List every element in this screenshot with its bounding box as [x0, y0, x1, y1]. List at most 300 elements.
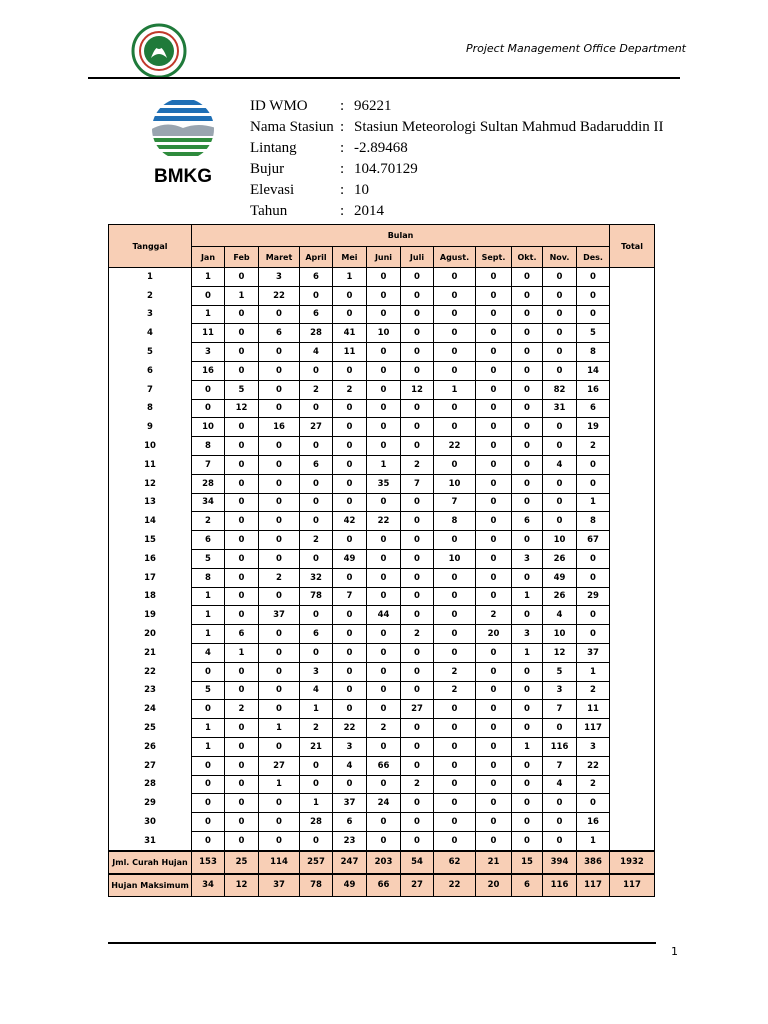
company-logo [124, 22, 194, 80]
info-label: Tahun [250, 203, 288, 219]
rain-cell: 22 [367, 512, 401, 531]
rain-cell: 7 [401, 474, 434, 493]
rain-cell: 0 [333, 700, 367, 719]
rain-cell: 0 [367, 399, 401, 418]
rain-cell: 1 [577, 662, 610, 681]
rain-cell: 0 [512, 437, 543, 456]
info-value: 2014 [354, 203, 384, 219]
rain-cell: 0 [476, 286, 512, 305]
footer-rule [108, 942, 656, 944]
total-cell [610, 568, 655, 587]
rain-cell: 0 [512, 681, 543, 700]
table-row [109, 437, 655, 456]
rain-cell: 0 [333, 399, 367, 418]
rain-cell: 2 [300, 380, 333, 399]
summary-label: Jml. Curah Hujan [109, 851, 192, 874]
rain-cell: 0 [225, 531, 259, 550]
rain-cell: 0 [401, 756, 434, 775]
rain-cell: 4 [300, 343, 333, 362]
rain-cell: 0 [401, 549, 434, 568]
rain-cell: 0 [476, 455, 512, 474]
rain-cell: 0 [543, 343, 577, 362]
header-month: Maret [259, 247, 300, 268]
header-month: Feb [225, 247, 259, 268]
rainfall-table [108, 224, 655, 897]
total-cell [610, 700, 655, 719]
day-cell: 7 [109, 380, 192, 399]
rain-cell: 0 [192, 813, 225, 832]
rain-cell: 0 [192, 286, 225, 305]
total-cell [610, 361, 655, 380]
summary-total: 1932 [610, 851, 655, 874]
table-row [109, 361, 655, 380]
station-row-latitude [250, 138, 664, 159]
rain-cell: 0 [300, 399, 333, 418]
rain-cell: 0 [259, 305, 300, 324]
rain-cell: 0 [225, 418, 259, 437]
rain-cell: 0 [367, 587, 401, 606]
summary-value: 21 [476, 851, 512, 874]
rain-cell: 8 [192, 437, 225, 456]
rain-cell: 3 [300, 662, 333, 681]
table-row [109, 681, 655, 700]
rain-cell: 0 [192, 831, 225, 850]
rain-cell: 0 [225, 813, 259, 832]
summary-value: 386 [577, 851, 610, 874]
rain-cell: 0 [401, 531, 434, 550]
rain-cell: 1 [225, 286, 259, 305]
summary-total: 117 [610, 874, 655, 897]
info-separator: : [340, 119, 345, 135]
rain-cell: 0 [577, 455, 610, 474]
rain-cell: 0 [300, 756, 333, 775]
summary-value: 25 [225, 851, 259, 874]
total-cell [610, 343, 655, 362]
total-cell [610, 662, 655, 681]
table-row [109, 587, 655, 606]
table-row [109, 455, 655, 474]
info-value: Stasiun Meteorologi Sultan Mahmud Badaruddin II [354, 119, 664, 135]
header-month: Mei [333, 247, 367, 268]
rain-cell: 0 [401, 361, 434, 380]
rain-cell: 10 [434, 549, 476, 568]
rain-cell: 0 [259, 662, 300, 681]
rain-cell: 0 [543, 361, 577, 380]
rain-cell: 0 [300, 549, 333, 568]
rain-cell: 24 [367, 794, 401, 813]
rain-cell: 0 [333, 775, 367, 794]
rain-cell: 5 [577, 324, 610, 343]
rain-cell: 5 [192, 681, 225, 700]
day-cell: 24 [109, 700, 192, 719]
rain-cell: 116 [543, 737, 577, 756]
rain-cell: 0 [333, 305, 367, 324]
total-cell [610, 474, 655, 493]
info-label: ID WMO [250, 98, 308, 114]
rain-cell: 0 [259, 587, 300, 606]
table-row [109, 737, 655, 756]
summary-value: 34 [192, 874, 225, 897]
rain-cell: 0 [512, 343, 543, 362]
rain-cell: 0 [259, 700, 300, 719]
rain-cell: 7 [434, 493, 476, 512]
rain-cell: 1 [192, 587, 225, 606]
info-separator: : [340, 98, 345, 114]
rain-cell: 0 [333, 437, 367, 456]
rain-cell: 11 [192, 324, 225, 343]
rain-cell: 6 [300, 268, 333, 287]
summary-value: 49 [333, 874, 367, 897]
rain-cell: 0 [259, 380, 300, 399]
table-row [109, 531, 655, 550]
rain-cell: 27 [259, 756, 300, 775]
rain-cell: 0 [512, 286, 543, 305]
rain-cell: 1 [300, 700, 333, 719]
rain-cell: 0 [333, 493, 367, 512]
header-month: April [300, 247, 333, 268]
rain-cell: 26 [543, 549, 577, 568]
rain-cell: 2 [401, 775, 434, 794]
header-month: Nov. [543, 247, 577, 268]
rain-cell: 0 [434, 268, 476, 287]
rain-cell: 0 [512, 700, 543, 719]
day-cell: 17 [109, 568, 192, 587]
rain-cell: 0 [259, 681, 300, 700]
rain-cell: 0 [300, 493, 333, 512]
rain-cell: 29 [577, 587, 610, 606]
rain-cell: 1 [192, 737, 225, 756]
rain-cell: 0 [512, 794, 543, 813]
rain-cell: 3 [543, 681, 577, 700]
rain-cell: 0 [192, 399, 225, 418]
rain-cell: 0 [434, 305, 476, 324]
rain-cell: 0 [259, 399, 300, 418]
rain-cell: 1 [259, 719, 300, 738]
rain-cell: 1 [192, 719, 225, 738]
rain-cell: 0 [512, 719, 543, 738]
total-cell [610, 719, 655, 738]
rain-cell: 66 [367, 756, 401, 775]
rain-cell: 27 [401, 700, 434, 719]
day-cell: 4 [109, 324, 192, 343]
rain-cell: 6 [300, 625, 333, 644]
rain-cell: 1 [333, 268, 367, 287]
table-row [109, 568, 655, 587]
rain-cell: 0 [543, 286, 577, 305]
rain-cell: 6 [259, 324, 300, 343]
rain-cell: 0 [401, 606, 434, 625]
rain-cell: 0 [225, 512, 259, 531]
rain-cell: 0 [225, 775, 259, 794]
rain-cell: 0 [225, 737, 259, 756]
rain-cell: 0 [225, 756, 259, 775]
header-month: Juni [367, 247, 401, 268]
table-row [109, 268, 655, 287]
rain-cell: 4 [543, 606, 577, 625]
station-row-name [250, 117, 664, 138]
rain-cell: 0 [434, 286, 476, 305]
rain-cell: 0 [259, 361, 300, 380]
total-cell [610, 831, 655, 850]
rain-cell: 0 [512, 418, 543, 437]
rain-cell: 6 [512, 512, 543, 531]
rain-cell: 0 [401, 831, 434, 850]
rain-cell: 0 [434, 343, 476, 362]
rain-cell: 0 [577, 474, 610, 493]
rain-cell: 0 [259, 794, 300, 813]
rain-cell: 10 [367, 324, 401, 343]
station-info [250, 96, 664, 222]
day-cell: 5 [109, 343, 192, 362]
rain-cell: 1 [512, 587, 543, 606]
rain-cell: 0 [512, 756, 543, 775]
rain-cell: 0 [367, 286, 401, 305]
rain-cell: 0 [476, 831, 512, 850]
rain-cell: 0 [512, 455, 543, 474]
rain-cell: 2 [259, 568, 300, 587]
total-cell [610, 437, 655, 456]
rain-cell: 1 [192, 305, 225, 324]
rain-cell: 0 [476, 700, 512, 719]
rain-cell: 12 [543, 643, 577, 662]
day-cell: 23 [109, 681, 192, 700]
rain-cell: 0 [476, 775, 512, 794]
info-label: Lintang [250, 140, 297, 156]
total-cell [610, 756, 655, 775]
rain-cell: 0 [434, 625, 476, 644]
header-month-group: Bulan [192, 225, 610, 247]
header-month: Juli [401, 247, 434, 268]
rain-cell: 0 [401, 418, 434, 437]
rain-cell: 0 [512, 775, 543, 794]
rain-cell: 0 [577, 625, 610, 644]
rain-cell: 0 [225, 437, 259, 456]
rain-cell: 3 [192, 343, 225, 362]
rain-cell: 1 [225, 643, 259, 662]
rain-cell: 0 [401, 437, 434, 456]
rain-cell: 0 [512, 606, 543, 625]
total-cell [610, 737, 655, 756]
rain-cell: 0 [367, 493, 401, 512]
day-cell: 2 [109, 286, 192, 305]
table-row [109, 474, 655, 493]
department-title: Project Management Office Department [465, 42, 686, 55]
rain-cell: 0 [577, 794, 610, 813]
rain-cell: 0 [225, 568, 259, 587]
info-value: 10 [354, 182, 369, 198]
rain-cell: 0 [367, 380, 401, 399]
rain-cell: 0 [543, 474, 577, 493]
rain-cell: 0 [434, 606, 476, 625]
table-row [109, 549, 655, 568]
rain-cell: 0 [476, 305, 512, 324]
rain-cell: 0 [476, 756, 512, 775]
day-cell: 14 [109, 512, 192, 531]
rain-cell: 0 [543, 268, 577, 287]
rain-cell: 44 [367, 606, 401, 625]
rain-cell: 0 [543, 794, 577, 813]
rain-cell: 0 [333, 606, 367, 625]
rain-cell: 3 [333, 737, 367, 756]
table-row [109, 831, 655, 850]
rain-cell: 3 [577, 737, 610, 756]
rain-cell: 2 [434, 681, 476, 700]
rain-cell: 8 [577, 512, 610, 531]
rain-cell: 0 [300, 831, 333, 850]
rain-cell: 2 [577, 437, 610, 456]
total-cell [610, 493, 655, 512]
rain-cell: 0 [434, 831, 476, 850]
day-cell: 22 [109, 662, 192, 681]
rain-cell: 6 [300, 305, 333, 324]
rain-cell: 0 [300, 437, 333, 456]
rain-cell: 117 [577, 719, 610, 738]
rain-cell: 78 [300, 587, 333, 606]
summary-label: Hujan Maksimum [109, 874, 192, 897]
rain-cell: 0 [333, 531, 367, 550]
rain-cell: 0 [476, 380, 512, 399]
station-row-year [250, 201, 664, 222]
rain-cell: 23 [333, 831, 367, 850]
info-value: 96221 [354, 98, 392, 114]
rain-cell: 0 [401, 568, 434, 587]
rain-cell: 0 [192, 794, 225, 813]
info-label: Bujur [250, 161, 285, 177]
day-cell: 18 [109, 587, 192, 606]
table-row [109, 719, 655, 738]
rain-cell: 0 [401, 512, 434, 531]
rain-cell: 0 [512, 399, 543, 418]
rain-cell: 0 [476, 813, 512, 832]
rain-cell: 0 [333, 662, 367, 681]
summary-value: 78 [300, 874, 333, 897]
rain-cell: 0 [225, 681, 259, 700]
summary-value: 66 [367, 874, 401, 897]
rain-cell: 42 [333, 512, 367, 531]
rain-cell: 0 [434, 756, 476, 775]
rain-cell: 0 [225, 606, 259, 625]
rain-cell: 0 [476, 324, 512, 343]
rain-cell: 11 [333, 343, 367, 362]
rain-cell: 0 [401, 343, 434, 362]
rain-cell: 0 [543, 305, 577, 324]
rain-cell: 0 [192, 775, 225, 794]
rain-cell: 6 [192, 531, 225, 550]
rain-cell: 0 [577, 286, 610, 305]
header-day: Tanggal [109, 225, 192, 268]
rain-cell: 0 [401, 794, 434, 813]
rain-cell: 0 [476, 681, 512, 700]
day-cell: 1 [109, 268, 192, 287]
rain-cell: 0 [512, 831, 543, 850]
rain-cell: 0 [259, 474, 300, 493]
rain-cell: 8 [577, 343, 610, 362]
rain-cell: 0 [259, 831, 300, 850]
header-month: Okt. [512, 247, 543, 268]
rain-cell: 0 [192, 700, 225, 719]
total-cell [610, 512, 655, 531]
rain-cell: 37 [577, 643, 610, 662]
total-cell [610, 587, 655, 606]
rain-cell: 0 [512, 531, 543, 550]
rain-cell: 0 [577, 549, 610, 568]
rain-cell: 8 [192, 568, 225, 587]
table-row [109, 286, 655, 305]
rain-cell: 0 [333, 418, 367, 437]
rain-cell: 22 [259, 286, 300, 305]
rain-cell: 0 [577, 305, 610, 324]
rain-cell: 7 [333, 587, 367, 606]
rain-cell: 37 [333, 794, 367, 813]
rain-cell: 12 [225, 399, 259, 418]
summary-value: 20 [476, 874, 512, 897]
total-cell [610, 549, 655, 568]
total-cell [610, 531, 655, 550]
rain-cell: 0 [225, 549, 259, 568]
rain-cell: 0 [225, 474, 259, 493]
rain-cell: 0 [225, 324, 259, 343]
rain-cell: 0 [367, 305, 401, 324]
rain-cell: 0 [401, 662, 434, 681]
rain-cell: 1 [577, 493, 610, 512]
bmkg-logo [146, 96, 220, 186]
total-cell [610, 625, 655, 644]
rain-cell: 0 [434, 719, 476, 738]
rain-cell: 0 [367, 568, 401, 587]
rain-cell: 0 [577, 568, 610, 587]
rain-cell: 2 [577, 681, 610, 700]
rain-cell: 19 [577, 418, 610, 437]
rain-cell: 2 [300, 719, 333, 738]
table-row [109, 399, 655, 418]
day-cell: 8 [109, 399, 192, 418]
rain-cell: 0 [367, 681, 401, 700]
day-cell: 28 [109, 775, 192, 794]
rain-cell: 0 [259, 625, 300, 644]
info-separator: : [340, 203, 345, 219]
rain-cell: 0 [225, 343, 259, 362]
rain-cell: 4 [192, 643, 225, 662]
day-cell: 27 [109, 756, 192, 775]
total-cell [610, 775, 655, 794]
rain-cell: 16 [259, 418, 300, 437]
summary-value: 12 [225, 874, 259, 897]
rain-cell: 6 [577, 399, 610, 418]
summary-value: 247 [333, 851, 367, 874]
total-cell [610, 813, 655, 832]
rain-cell: 0 [543, 437, 577, 456]
table-row [109, 700, 655, 719]
rain-cell: 28 [192, 474, 225, 493]
rain-cell: 0 [225, 268, 259, 287]
summary-value: 62 [434, 851, 476, 874]
rain-cell: 34 [192, 493, 225, 512]
rain-cell: 0 [543, 324, 577, 343]
table-row [109, 643, 655, 662]
rain-cell: 0 [225, 455, 259, 474]
rain-cell: 0 [476, 643, 512, 662]
rain-cell: 0 [476, 568, 512, 587]
summary-value: 117 [577, 874, 610, 897]
rain-cell: 16 [577, 380, 610, 399]
rain-cell: 0 [367, 831, 401, 850]
rain-cell: 0 [434, 813, 476, 832]
rain-cell: 0 [434, 418, 476, 437]
rain-cell: 6 [300, 455, 333, 474]
rain-cell: 0 [476, 418, 512, 437]
rain-cell: 0 [300, 606, 333, 625]
summary-row [109, 874, 655, 897]
